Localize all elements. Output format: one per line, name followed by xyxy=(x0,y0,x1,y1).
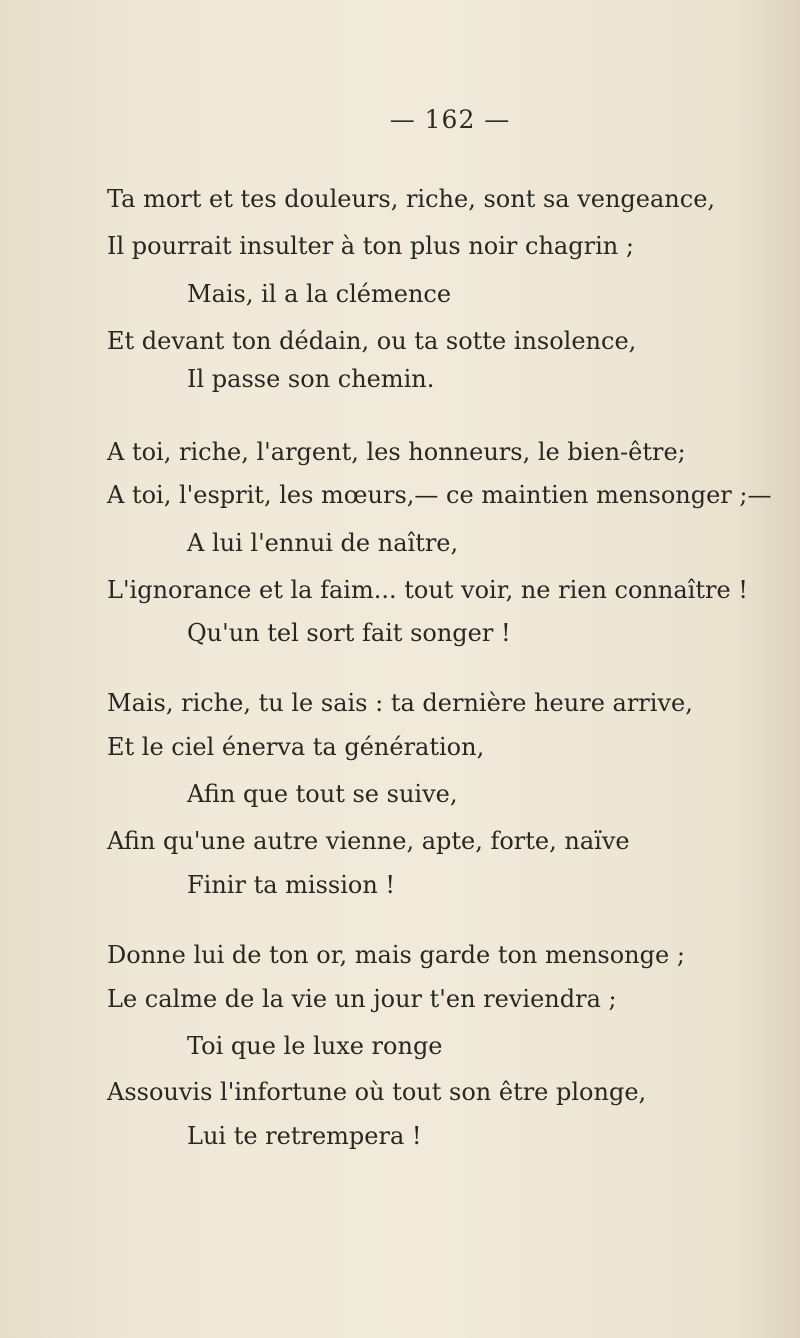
verse-line: Donne lui de ton or, mais garde ton mensonge ; xyxy=(107,941,685,969)
verse-line: A toi, riche, l'argent, les honneurs, le bien-être; xyxy=(107,438,686,466)
verse-line: Il pourrait insulter à ton plus noir chagrin ; xyxy=(107,232,634,260)
verse-line: Assouvis l'infortune où tout son être plonge, xyxy=(107,1078,647,1106)
verse-line: Il passe son chemin. xyxy=(187,365,435,393)
verse-line: Afin qu'une autre vienne, apte, forte, naïve xyxy=(107,827,630,855)
verse-line: L'ignorance et la faim... tout voir, ne rien connaître ! xyxy=(107,576,748,604)
page-number: — 162 — xyxy=(389,105,511,134)
verse-line: Qu'un tel sort fait songer ! xyxy=(187,619,511,647)
verse-line: Ta mort et tes douleurs, riche, sont sa vengeance, xyxy=(107,185,716,213)
verse-line: Mais, riche, tu le sais : ta dernière heure arrive, xyxy=(107,689,693,717)
verse-line: Lui te retrempera ! xyxy=(187,1122,422,1150)
verse-line: A toi, l'esprit, les mœurs,— ce maintien mensonger ;— xyxy=(107,481,772,509)
verse-line: Le calme de la vie un jour t'en reviendra ; xyxy=(107,985,617,1013)
verse-line: Finir ta mission ! xyxy=(187,871,396,899)
verse-line: Et le ciel énerva ta génération, xyxy=(107,733,485,761)
verse-line: A lui l'ennui de naître, xyxy=(187,529,459,557)
verse-line: Mais, il a la clémence xyxy=(187,280,452,308)
verse-line: Et devant ton dédain, ou ta sotte insolence, xyxy=(107,327,637,355)
verse-line: Afin que tout se suive, xyxy=(187,780,458,808)
verse-line: Toi que le luxe ronge xyxy=(187,1032,443,1060)
